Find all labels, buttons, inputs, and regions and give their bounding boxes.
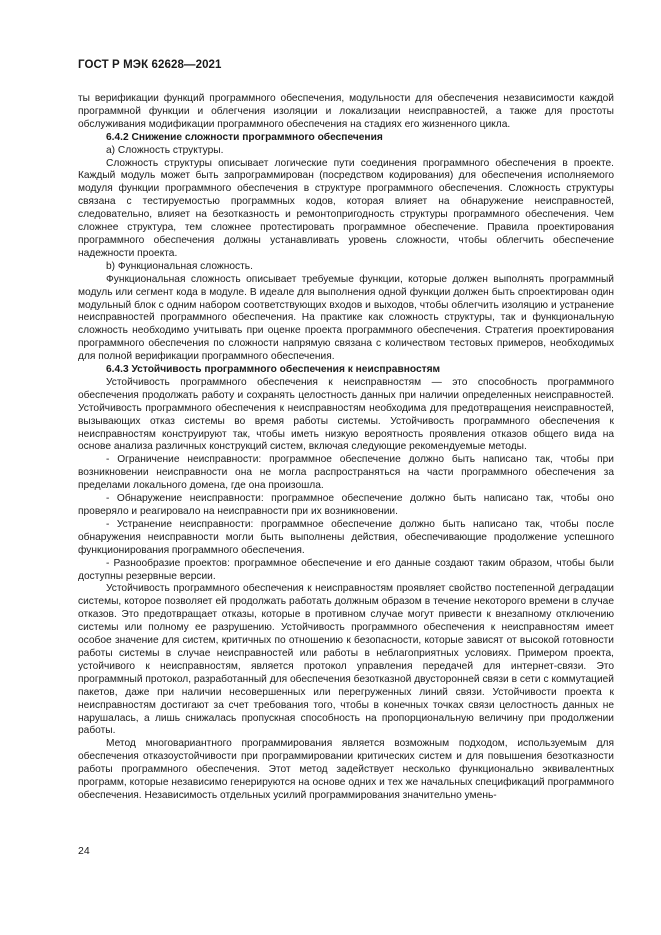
document-body <box>78 93 614 803</box>
paragraph: b) Функциональная сложность. <box>106 260 253 272</box>
page-number: 24 <box>78 845 90 857</box>
paragraph: - Разнообразие проектов: программное обеспечение и его данные создают таким образом, чтобы были доступны резервные версии. <box>78 557 614 582</box>
paragraph: - Обнаружение неисправности: программное обеспечение должно быть написано так, чтобы оно проверяло и реагировало на неисправности при их возникновении. <box>78 493 614 517</box>
paragraph: Устойчивость программного обеспечения к неисправностям — это способность программного обеспечения продолжать работу и сохранять целостность данных при наличии определенных неисправностей. Устойчивость программного обеспечения к неисправностям необходима для предотвращения неисправностей, вызывающих отказ системы во время работы системы. Устойчивость программного обеспечения к неисправностям конструируют так, чтобы иметь низкую вероятность проявления отказов общего вида на основе анализа различных конструкций систем, включая следующие рекомендуемые методы. <box>78 376 614 453</box>
section-heading: 6.4.3 Устойчивость программного обеспечения к неисправностям <box>106 364 441 376</box>
paragraph: Устойчивость программного обеспечения к неисправностям проявляет свойство постепенной деградации системы, которое позволяет ей продолжать работать должным образом в течение некоторого времени в случае отказов. Это предотвращает отказы, которые в противном случае могут привести к внезапному отключению системы или полному ее разрушению. Устойчивость программного обеспечения к неисправностям имеет особое значение для систем, критичных по отношению к безопасности, которые зависят от высокой готовности работы системы в случае неисправностей или работы в неблагоприятных условиях. Примером проекта, устойчивого к неисправностям, является протокол управления передачей для интернет-связи. Это программный протокол, разработанный для обеспечения безотказной двусторонней связи в сети с коммутацией пакетов, даже при наличии несовершенных или перегруженных линий связи. Устойчивости проекта к неисправностям достигают за счет требования того, чтобы в конечных точках связи целостность данных не нарушалась, а лишь снижалась пропускная способность на пропорциональную величину при продолжении работы. <box>78 583 614 737</box>
paragraph: ты верификации функций программного обеспечения, модульности для обеспечения независимости каждой программной функции и облегчения изоляции и локализации неисправностей, а также для простоты обслуживания модификации программного обеспечения на стадиях его жизненного цикла. <box>78 93 614 130</box>
paragraph: а) Сложность структуры. <box>106 144 224 156</box>
section-heading: 6.4.2 Снижение сложности программного обеспечения <box>106 131 383 143</box>
paragraph: Сложность структуры описывает логические пути соединения программного обеспечения в проекте. Каждый модуль может быть запрограммирован (посредством кодирования) для обеспечения исполняемого модуля функции программного обеспечения в структуре программного обеспечения. Сложность структуры связана с тестируемостью программных кодов, которая влияет на обнаружение неисправностей, следовательно, влияет на безотказность и ремонтопригодность структуры программного обеспечения. Чем сложнее структура, тем сложнее протестировать программное обеспечение. Правила проектирования программного обеспечения должны устанавливать уровень сложности, чтобы облегчить обеспечение надежности проекта. <box>78 157 614 259</box>
paragraph: - Ограничение неисправности: программное обеспечение должно быть написано так, чтобы при возникновении неисправности она не могла распространяться на части программного обеспечения за пределами локального домена, где она произошла. <box>78 454 614 492</box>
paragraph: Функциональная сложность описывает требуемые функции, которые должен выполнять программный модуль или сегмент кода в модуле. В идеале для выполнения одной функции должен быть спроектирован один модульный блок с одним набором соответствующих входов и выходов, чтобы облегчить изоляцию и устранение неисправностей программного обеспечения. На практике как сложность структуры, так и функциональную сложность необходимо учитывать при оценке проекта программного обеспечения. Стратегия проектирования программного обеспечения по сложности напрямую связана с количеством тестовых примеров, необходимых для полной верификации программного обеспечения. <box>78 273 614 363</box>
standard-header: ГОСТ Р МЭК 62628—2021 <box>78 59 222 71</box>
paragraph: - Устранение неисправности: программное обеспечение должно быть написано так, чтобы после обнаружения неисправности могли быть выполнены действия, обеспечивающие продолжение успешного функционирования программного обеспечения. <box>78 518 614 556</box>
paragraph: Метод многовариантного программирования является возможным подходом, используемым для обеспечения отказоустойчивости при программировании критических систем и для повышения безотказности работы программного обеспечения. Этот метод задействует несколько функционально эквивалентных программ, которые независимо генерируются на основе одних и тех же начальных спецификаций программного обеспечения. Независимость отдельных усилий программирования значительно умень- <box>78 738 614 801</box>
